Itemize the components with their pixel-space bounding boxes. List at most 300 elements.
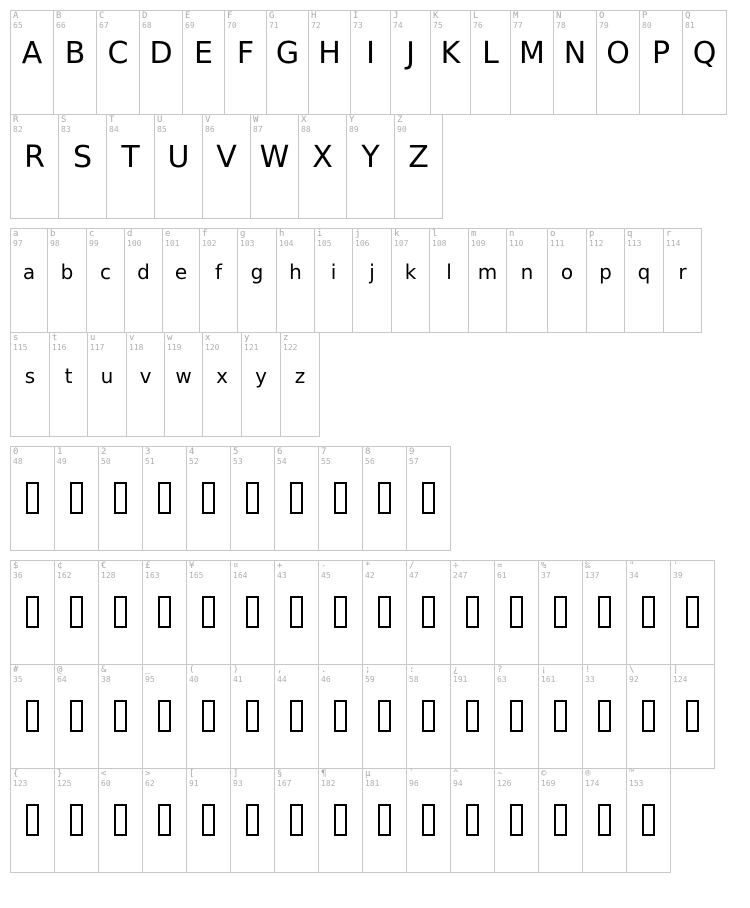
glyph-cell	[538, 768, 583, 873]
cell-char-code: 36	[13, 571, 23, 580]
cell-char-code: 119	[167, 343, 182, 352]
cell-char-label: F	[227, 11, 233, 21]
cell-char-code: 97	[13, 239, 23, 248]
glyph-cell	[494, 560, 539, 665]
glyph-sample: k	[404, 260, 417, 284]
glyph-sample: i	[330, 260, 337, 284]
cell-char-code: 182	[321, 779, 336, 788]
cell-char-label: ™	[629, 769, 635, 779]
glyph-cell	[406, 446, 451, 551]
cell-char-label: "	[629, 561, 635, 571]
cell-char-label: ]	[233, 769, 239, 779]
missing-glyph-box	[598, 700, 611, 732]
cell-char-code: 91	[189, 779, 199, 788]
glyph-cell	[124, 228, 163, 333]
cell-char-code: 101	[165, 239, 180, 248]
glyph-cell	[626, 664, 671, 769]
cell-char-label: b	[50, 229, 56, 239]
cell-char-code: 81	[685, 21, 695, 30]
glyph-sample: J	[406, 36, 415, 71]
glyph-cell	[538, 560, 583, 665]
cell-char-code: 164	[233, 571, 248, 580]
cell-char-code: 247	[453, 571, 468, 580]
cell-char-label: ¢	[57, 561, 63, 571]
glyph-cell	[350, 10, 391, 115]
glyph-cell	[391, 228, 430, 333]
cell-char-label: €	[101, 561, 107, 571]
missing-glyph-box	[158, 804, 171, 836]
glyph-cell	[10, 332, 50, 437]
cell-char-label: j	[355, 229, 361, 239]
glyph-cell	[682, 10, 727, 115]
cell-char-label: H	[311, 11, 317, 21]
cell-char-code: 65	[13, 21, 23, 30]
cell-char-label: t	[52, 333, 58, 343]
glyph-cell	[47, 228, 87, 333]
cell-char-code: 137	[585, 571, 600, 580]
glyph-sample: x	[216, 364, 228, 388]
glyph-cell	[230, 664, 275, 769]
cell-char-code: 62	[145, 779, 155, 788]
glyph-cell	[230, 768, 275, 873]
cell-char-label: K	[433, 11, 439, 21]
cell-char-code: 113	[627, 239, 642, 248]
missing-glyph-box	[246, 482, 259, 514]
cell-char-code: 123	[13, 779, 28, 788]
cell-char-code: 105	[317, 239, 332, 248]
cell-char-label: J	[393, 11, 399, 21]
cell-char-label: #	[13, 665, 19, 675]
cell-char-code: 117	[90, 343, 105, 352]
cell-char-label: 9	[409, 447, 415, 457]
glyph-sample: F	[236, 36, 255, 71]
cell-char-label: o	[550, 229, 556, 239]
cell-char-label: p	[589, 229, 595, 239]
cell-char-label: r	[666, 229, 672, 239]
glyph-sample: p	[599, 260, 612, 284]
cell-char-label: $	[13, 561, 19, 571]
cell-char-label: 3	[145, 447, 151, 457]
glyph-cell	[298, 114, 347, 219]
cell-char-code: 112	[589, 239, 604, 248]
cell-char-label: =	[497, 561, 503, 571]
glyph-cell	[406, 560, 451, 665]
cell-char-label: ;	[365, 665, 371, 675]
glyph-cell	[98, 560, 143, 665]
cell-char-label: f	[202, 229, 208, 239]
glyph-cell	[199, 228, 238, 333]
cell-char-label: A	[13, 11, 19, 21]
cell-char-code: 102	[202, 239, 217, 248]
glyph-cell	[58, 114, 107, 219]
cell-char-label: 8	[365, 447, 371, 457]
cell-char-label: >	[145, 769, 151, 779]
glyph-sample: u	[100, 364, 114, 388]
glyph-cell	[142, 446, 187, 551]
missing-glyph-box	[290, 700, 303, 732]
cell-char-label: Q	[685, 11, 691, 21]
glyph-cell	[250, 114, 299, 219]
glyph-sample: D	[149, 36, 173, 71]
cell-char-code: 73	[353, 21, 363, 30]
glyph-cell	[230, 560, 275, 665]
glyph-cell	[582, 768, 627, 873]
glyph-cell	[142, 664, 187, 769]
glyph-cell	[98, 664, 143, 769]
glyph-cell	[582, 664, 627, 769]
glyph-cell	[429, 228, 469, 333]
glyph-sample: Y	[361, 140, 380, 175]
cell-char-code: 52	[189, 457, 199, 466]
glyph-sample: E	[194, 36, 213, 71]
glyph-sample: c	[100, 260, 111, 284]
glyph-cell	[276, 228, 315, 333]
missing-glyph-box	[686, 596, 699, 628]
cell-char-label: v	[129, 333, 135, 343]
glyph-cell	[54, 560, 99, 665]
cell-char-label: &	[101, 665, 107, 675]
cell-char-label: µ	[365, 769, 371, 779]
glyph-sample: z	[294, 364, 306, 388]
cell-char-code: 54	[277, 457, 287, 466]
cell-char-label: !	[585, 665, 591, 675]
missing-glyph-box	[26, 596, 39, 628]
glyph-cell	[154, 114, 203, 219]
cell-char-code: 51	[145, 457, 155, 466]
cell-char-label: `	[409, 769, 415, 779]
glyph-sample: U	[167, 140, 190, 175]
glyph-sample: X	[312, 140, 333, 175]
glyph-cell	[586, 228, 625, 333]
glyph-sample: V	[216, 140, 237, 175]
glyph-cell	[430, 10, 471, 115]
cell-char-label: P	[642, 11, 648, 21]
cell-char-code: 83	[61, 125, 71, 134]
cell-char-label: -	[321, 561, 327, 571]
cell-char-code: 121	[244, 343, 259, 352]
glyph-cell	[106, 114, 155, 219]
cell-char-code: 128	[101, 571, 116, 580]
cell-char-label: ®	[585, 769, 591, 779]
glyph-sample: j	[369, 260, 375, 284]
cell-char-label: d	[127, 229, 133, 239]
cell-char-label: %	[541, 561, 547, 571]
missing-glyph-box	[114, 482, 127, 514]
cell-char-label: L	[473, 11, 479, 21]
cell-char-code: 42	[365, 571, 375, 580]
missing-glyph-box	[246, 804, 259, 836]
cell-char-label: {	[13, 769, 19, 779]
cell-char-code: 71	[269, 21, 279, 30]
glyph-cell	[406, 768, 451, 873]
cell-char-code: 99	[89, 239, 99, 248]
cell-char-code: 163	[145, 571, 160, 580]
glyph-cell	[280, 332, 320, 437]
glyph-sample: T	[121, 140, 140, 175]
missing-glyph-box	[114, 804, 127, 836]
cell-char-label: _	[145, 665, 151, 675]
glyph-cell	[639, 10, 683, 115]
glyph-sample: B	[64, 36, 86, 71]
cell-char-code: 96	[409, 779, 419, 788]
glyph-cell	[450, 768, 495, 873]
missing-glyph-box	[642, 804, 655, 836]
cell-char-label: S	[61, 115, 67, 125]
glyph-cell	[450, 664, 495, 769]
glyph-sample: q	[637, 260, 651, 284]
missing-glyph-box	[70, 596, 83, 628]
cell-char-label: N	[556, 11, 562, 21]
cell-char-label: M	[513, 11, 519, 21]
cell-char-code: 104	[279, 239, 294, 248]
cell-char-label: [	[189, 769, 195, 779]
glyph-cell	[362, 446, 407, 551]
cell-char-code: 76	[473, 21, 483, 30]
missing-glyph-box	[246, 596, 259, 628]
cell-char-label: n	[509, 229, 515, 239]
missing-glyph-box	[598, 596, 611, 628]
cell-char-code: 153	[629, 779, 644, 788]
cell-char-label: }	[57, 769, 63, 779]
cell-char-code: 70	[227, 21, 237, 30]
cell-char-label: g	[240, 229, 246, 239]
cell-char-code: 50	[101, 457, 111, 466]
cell-char-code: 181	[365, 779, 380, 788]
cell-char-label: ‰	[585, 561, 591, 571]
glyph-cell	[162, 228, 200, 333]
glyph-cell	[54, 446, 99, 551]
glyph-cell	[362, 768, 407, 873]
glyph-cell	[142, 768, 187, 873]
glyph-cell	[274, 768, 319, 873]
cell-char-label: ¥	[189, 561, 195, 571]
cell-char-label: I	[353, 11, 359, 21]
missing-glyph-box	[334, 700, 347, 732]
missing-glyph-box	[26, 482, 39, 514]
missing-glyph-box	[114, 596, 127, 628]
missing-glyph-box	[466, 804, 479, 836]
cell-char-label: T	[109, 115, 115, 125]
glyph-sample: W	[259, 140, 290, 175]
glyph-sample: H	[318, 36, 341, 71]
glyph-cell	[663, 228, 702, 333]
cell-char-label: s	[13, 333, 19, 343]
glyph-cell	[241, 332, 281, 437]
missing-glyph-box	[202, 700, 215, 732]
cell-char-code: 59	[365, 675, 375, 684]
cell-char-label: U	[157, 115, 163, 125]
cell-char-label: |	[673, 665, 679, 675]
cell-char-code: 61	[497, 571, 507, 580]
cell-char-code: 39	[673, 571, 683, 580]
cell-char-code: 58	[409, 675, 419, 684]
cell-char-code: 57	[409, 457, 419, 466]
glyph-cell	[202, 332, 242, 437]
glyph-sample: l	[446, 260, 452, 284]
cell-char-code: 41	[233, 675, 243, 684]
glyph-cell	[626, 560, 671, 665]
missing-glyph-box	[202, 482, 215, 514]
missing-glyph-box	[246, 700, 259, 732]
cell-char-code: 118	[129, 343, 144, 352]
missing-glyph-box	[554, 700, 567, 732]
glyph-sample: K	[440, 36, 461, 71]
glyph-cell	[10, 10, 54, 115]
cell-char-code: 89	[349, 125, 359, 134]
cell-char-label: ^	[453, 769, 459, 779]
cell-char-code: 78	[556, 21, 566, 30]
missing-glyph-box	[70, 804, 83, 836]
cell-char-code: 56	[365, 457, 375, 466]
glyph-cell	[96, 10, 140, 115]
cell-char-code: 80	[642, 21, 652, 30]
cell-char-label: V	[205, 115, 211, 125]
cell-char-label: i	[317, 229, 323, 239]
cell-char-code: 48	[13, 457, 23, 466]
missing-glyph-box	[158, 700, 171, 732]
cell-char-code: 162	[57, 571, 72, 580]
cell-char-code: 95	[145, 675, 155, 684]
glyph-cell	[186, 560, 231, 665]
glyph-cell	[202, 114, 251, 219]
cell-char-label: ¶	[321, 769, 327, 779]
glyph-sample: m	[477, 260, 498, 284]
cell-char-code: 85	[157, 125, 167, 134]
cell-char-code: 49	[57, 457, 67, 466]
cell-char-code: 47	[409, 571, 419, 580]
cell-char-code: 67	[99, 21, 109, 30]
cell-char-code: 75	[433, 21, 443, 30]
missing-glyph-box	[290, 482, 303, 514]
glyph-cell	[308, 10, 351, 115]
glyph-cell	[318, 446, 363, 551]
glyph-cell	[670, 560, 715, 665]
cell-char-code: 191	[453, 675, 468, 684]
glyph-cell	[10, 228, 48, 333]
cell-char-code: 108	[432, 239, 447, 248]
missing-glyph-box	[290, 596, 303, 628]
cell-char-label: c	[89, 229, 95, 239]
cell-char-label: w	[167, 333, 173, 343]
glyph-cell	[182, 10, 225, 115]
cell-char-label: E	[185, 11, 191, 21]
glyph-sample: t	[64, 364, 73, 388]
missing-glyph-box	[686, 700, 699, 732]
missing-glyph-box	[466, 700, 479, 732]
cell-char-label: l	[432, 229, 438, 239]
glyph-sample: g	[250, 260, 264, 284]
cell-char-code: 124	[673, 675, 688, 684]
cell-char-label: *	[365, 561, 371, 571]
cell-char-code: 92	[629, 675, 639, 684]
cell-char-code: 40	[189, 675, 199, 684]
cell-char-label: £	[145, 561, 151, 571]
glyph-sample: n	[520, 260, 534, 284]
cell-char-label: /	[409, 561, 415, 571]
glyph-cell	[553, 10, 597, 115]
glyph-cell	[10, 768, 55, 873]
glyph-sample: S	[72, 140, 93, 175]
cell-char-code: 110	[509, 239, 524, 248]
cell-char-code: 114	[666, 239, 681, 248]
cell-char-label: ¿	[453, 665, 459, 675]
glyph-cell	[10, 114, 59, 219]
glyph-sample: a	[22, 260, 36, 284]
cell-char-code: 116	[52, 343, 67, 352]
cell-char-code: 93	[233, 779, 243, 788]
glyph-cell	[547, 228, 587, 333]
glyph-sample: v	[139, 364, 152, 388]
missing-glyph-box	[290, 804, 303, 836]
cell-char-code: 84	[109, 125, 119, 134]
missing-glyph-box	[422, 804, 435, 836]
cell-char-label: X	[301, 115, 307, 125]
glyph-cell	[470, 10, 511, 115]
glyph-sample: O	[606, 36, 630, 71]
cell-char-label: u	[90, 333, 96, 343]
glyph-cell	[394, 114, 443, 219]
missing-glyph-box	[422, 596, 435, 628]
cell-char-code: 106	[355, 239, 370, 248]
cell-char-label: Z	[397, 115, 403, 125]
glyph-sample: L	[482, 36, 499, 71]
glyph-cell	[86, 228, 125, 333]
missing-glyph-box	[202, 804, 215, 836]
cell-char-code: 44	[277, 675, 287, 684]
cell-char-code: 169	[541, 779, 556, 788]
missing-glyph-box	[510, 804, 523, 836]
glyph-cell	[346, 114, 395, 219]
missing-glyph-box	[378, 482, 391, 514]
missing-glyph-box	[26, 804, 39, 836]
missing-glyph-box	[510, 700, 523, 732]
glyph-sample: I	[366, 36, 375, 71]
cell-char-code: 122	[283, 343, 298, 352]
glyph-cell	[224, 10, 267, 115]
cell-char-code: 126	[497, 779, 512, 788]
cell-char-code: 33	[585, 675, 595, 684]
cell-char-code: 64	[57, 675, 67, 684]
glyph-cell	[318, 560, 363, 665]
cell-char-code: 90	[397, 125, 407, 134]
missing-glyph-box	[26, 700, 39, 732]
cell-char-code: 86	[205, 125, 215, 134]
glyph-cell	[318, 664, 363, 769]
missing-glyph-box	[378, 700, 391, 732]
cell-char-code: 53	[233, 457, 243, 466]
glyph-cell	[494, 768, 539, 873]
missing-glyph-box	[466, 596, 479, 628]
glyph-sample: d	[137, 260, 150, 284]
cell-char-code: 103	[240, 239, 255, 248]
glyph-sample: M	[519, 36, 545, 71]
cell-char-label: <	[101, 769, 107, 779]
cell-char-label: ©	[541, 769, 547, 779]
cell-char-code: 46	[321, 675, 331, 684]
cell-char-label: y	[244, 333, 250, 343]
glyph-cell	[274, 446, 319, 551]
cell-char-code: 87	[253, 125, 263, 134]
glyph-sample: o	[560, 260, 574, 284]
missing-glyph-box	[598, 804, 611, 836]
glyph-cell	[186, 768, 231, 873]
cell-char-label: q	[627, 229, 633, 239]
missing-glyph-box	[554, 596, 567, 628]
glyph-sample: G	[275, 36, 300, 71]
glyph-cell	[468, 228, 507, 333]
glyph-cell	[450, 560, 495, 665]
glyph-cell	[186, 446, 231, 551]
